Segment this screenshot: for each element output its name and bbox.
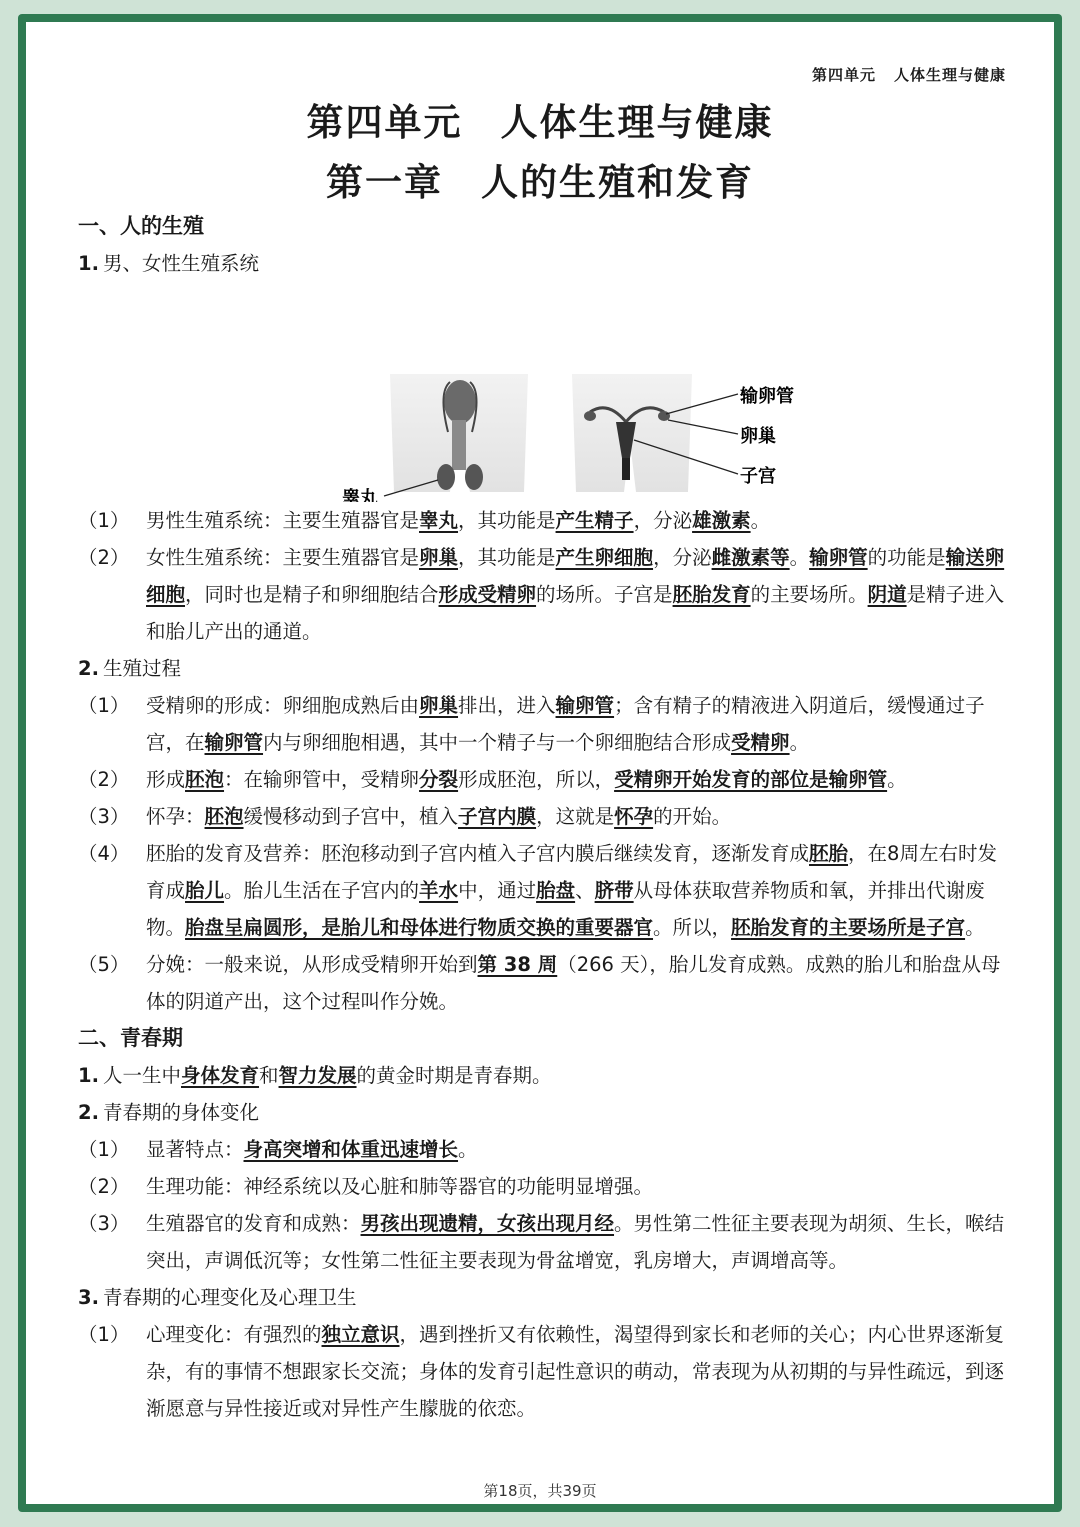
reproductive-diagram xyxy=(78,282,1008,502)
text-run: 的黄金时期是青春期。 xyxy=(356,1064,552,1087)
item-number: （5） xyxy=(78,953,130,976)
key-term: 胚胎 xyxy=(809,842,849,865)
key-term: 输卵管 xyxy=(204,731,264,754)
key-term: 胎盘 xyxy=(536,879,576,902)
segmented-text xyxy=(103,1064,552,1087)
unit-title xyxy=(26,92,1054,146)
label-uterus: 子宫 xyxy=(740,466,776,487)
key-term: 第 38 周 xyxy=(477,953,558,976)
header-unit: 第四单元 xyxy=(811,66,876,84)
text-run: 的场所。子宫是 xyxy=(536,583,673,606)
text-run: 。胎儿生活在子宫内的 xyxy=(224,879,420,902)
text-run: 排出，进入 xyxy=(458,694,556,717)
item-number: （2） xyxy=(78,1175,130,1198)
document-page xyxy=(26,22,1054,1504)
key-term: 胚胎发育的主要场所是子宫 xyxy=(731,916,966,939)
section-heading: 二、青春期 xyxy=(78,1026,183,1050)
key-term: 形成受精卵 xyxy=(438,583,537,606)
list-s2p3 xyxy=(78,1316,1008,1427)
key-term: 雌激素等 xyxy=(711,546,790,569)
list-item xyxy=(78,1205,1008,1279)
key-term: 羊水 xyxy=(419,879,459,902)
list-item xyxy=(78,761,1008,798)
text-run: 缓慢移动到子宫中，植入 xyxy=(243,805,459,828)
text-run: 。所以， xyxy=(653,916,732,939)
section-heading: 一、人的生殖 xyxy=(78,214,204,238)
text-run: 的功能是 xyxy=(867,546,946,569)
list-item xyxy=(78,1316,1008,1427)
text-run: 。 xyxy=(789,731,810,754)
text-run: ；含有精子的精液进入阴道后，缓慢通过子宫，在 xyxy=(146,694,985,754)
subsection-line: 1. 人一生中身体发育和智力发展的黄金时期是青春期。 xyxy=(78,1064,552,1087)
key-term: 阴道 xyxy=(867,583,907,606)
text-run: 生理功能：神经系统以及心脏和肺等器官的功能明显增强。 xyxy=(146,1175,654,1198)
item-number: （1） xyxy=(78,1138,130,1161)
text-run: 分娩：一般来说，从形成受精卵开始到 xyxy=(146,953,478,976)
key-term: 输卵管 xyxy=(809,546,868,569)
text-run: 男性生殖系统：主要生殖器官是 xyxy=(146,509,420,532)
item-number: （4） xyxy=(78,842,130,865)
text-run: 怀孕： xyxy=(146,805,205,828)
text-run: ，同时也是精子和卵细胞结合 xyxy=(185,583,439,606)
subsection-heading: 1. 男、女性生殖系统 xyxy=(78,252,259,275)
male-organ xyxy=(452,420,466,470)
text-run: （266 天），胎儿发育成熟。成熟的胎儿和胎盘从母体的阴道产出，这个过程叫作分娩。 xyxy=(146,953,1001,1013)
page-number: 第18页，共39页 xyxy=(483,1482,597,1500)
text-run: 。 xyxy=(458,1138,478,1161)
item-number: （1） xyxy=(78,694,130,717)
key-term: 睾丸 xyxy=(419,509,459,532)
testis-shape xyxy=(437,464,455,490)
key-term: 胚泡 xyxy=(204,805,244,828)
subsection-heading: 2. 青春期的身体变化 xyxy=(78,1101,259,1124)
document-body xyxy=(78,208,1008,1427)
text-run: ，遇到挫折又有依赖性，渴望得到家长和老师的关心；内心世界逐渐复杂，有的事情不想跟家长交流；身体的发育引起性意识的萌动，常表现为从初期的与异性疏远，到逐渐愿意与异性接近或对异性产生朦胧的依恋。 xyxy=(146,1323,1005,1420)
key-term: 分裂 xyxy=(419,768,459,791)
text-run: 形成胚泡，所以， xyxy=(458,768,615,791)
list-item xyxy=(78,835,1008,946)
text-run: 心理变化：有强烈的 xyxy=(146,1323,322,1346)
text-run: ，分泌 xyxy=(653,546,712,569)
key-term: 子宫内膜 xyxy=(458,805,537,828)
text-run: 生殖器官的发育和成熟： xyxy=(146,1212,361,1235)
text-run: ，在8周左右时发育成 xyxy=(146,842,997,902)
item-number: （3） xyxy=(78,805,130,828)
subsection-heading: 3. 青春期的心理变化及心理卫生 xyxy=(78,1286,357,1309)
text-run: 。 xyxy=(789,546,810,569)
text-run: 受精卵的形成：卵细胞成熟后由 xyxy=(146,694,420,717)
text-run: 胚胎的发育及营养：胚泡移动到子宫内植入子宫内膜后继续发育，逐渐发育成 xyxy=(146,842,810,865)
key-term: 雄激素 xyxy=(692,509,751,532)
text-run: 。 xyxy=(887,768,907,791)
list-item xyxy=(78,1168,1008,1205)
label-testis: 睾丸 xyxy=(342,488,378,502)
list-s1p1 xyxy=(78,502,1008,650)
item-number: （1） xyxy=(78,509,130,532)
text-run: ，分泌 xyxy=(633,509,693,532)
unit-name: 人体生理与健康 xyxy=(500,101,774,144)
key-term: 胎盘呈扁圆形，是胎儿和母体进行物质交换的重要器官 xyxy=(185,916,654,939)
list-item xyxy=(78,687,1008,761)
label-oviduct: 输卵管 xyxy=(740,386,794,407)
text-run: 中，通过 xyxy=(458,879,537,902)
key-term: 产生精子 xyxy=(555,509,634,532)
item-number: （2） xyxy=(78,546,130,569)
text-run: 的主要场所。 xyxy=(750,583,868,606)
unit-number: 第四单元 xyxy=(306,101,463,144)
item-number: （2） xyxy=(78,768,130,791)
list-item xyxy=(78,1131,1008,1168)
key-term: 输送卵细胞 xyxy=(146,546,1005,606)
text-run: ，其功能是 xyxy=(458,546,556,569)
key-term: 男孩出现遗精，女孩出现月经 xyxy=(360,1212,615,1235)
running-header xyxy=(794,64,1006,85)
reproductive-system-figure xyxy=(78,282,1008,502)
list-item xyxy=(78,798,1008,835)
key-term: 胚胎发育 xyxy=(672,583,751,606)
text-run: ：在输卵管中，受精卵 xyxy=(224,768,420,791)
chapter-name: 人的生殖和发育 xyxy=(481,161,754,204)
chapter-number: 第一章 xyxy=(326,161,443,204)
key-term: 卵巢 xyxy=(419,694,459,717)
key-term: 受精卵 xyxy=(731,731,790,754)
key-term: 身高突增和体重迅速增长 xyxy=(243,1138,459,1161)
text-run: ，这就是 xyxy=(536,805,615,828)
key-term: 怀孕 xyxy=(614,805,654,828)
list-s2p2 xyxy=(78,1131,1008,1279)
male-bladder xyxy=(444,380,476,424)
text-run: 。 xyxy=(965,916,985,939)
text-run: 内与卵细胞相遇，其中一个精子与一个卵细胞结合形成 xyxy=(263,731,732,754)
text-run: 的开始。 xyxy=(653,805,732,828)
item-number: （3） xyxy=(78,1212,130,1235)
text-run: 女性生殖系统：主要生殖器官是 xyxy=(146,546,420,569)
key-term: 受精卵开始发育的部位是输卵管 xyxy=(614,768,888,791)
key-term: 胚泡 xyxy=(185,768,225,791)
text-run: 显著特点： xyxy=(146,1138,244,1161)
text-run: 是精子进入和胎儿产出的通道。 xyxy=(146,583,1005,643)
key-term: 胎儿 xyxy=(185,879,225,902)
list-item xyxy=(78,539,1008,650)
text-run: 。男性第二性征主要表现为胡须、生长，喉结突出，声调低沉等；女性第二性征主要表现为骨盆增宽，乳房增大，声调增高等。 xyxy=(146,1212,1005,1272)
list-s1p2 xyxy=(78,687,1008,1020)
text-run: 。 xyxy=(750,509,771,532)
key-term: 脐带 xyxy=(594,879,634,902)
text-run: 、 xyxy=(575,879,595,902)
text-run: 形成 xyxy=(146,768,186,791)
key-term: 智力发展 xyxy=(278,1064,357,1087)
key-term: 独立意识 xyxy=(321,1323,400,1346)
key-term: 身体发育 xyxy=(181,1064,260,1087)
header-subject: 人体生理与健康 xyxy=(893,66,1006,84)
chapter-title xyxy=(26,152,1054,206)
list-item xyxy=(78,946,1008,1020)
key-term: 产生卵细胞 xyxy=(555,546,654,569)
subsection-heading: 2. 生殖过程 xyxy=(78,657,181,680)
key-term: 卵巢 xyxy=(419,546,459,569)
text-run: ，其功能是 xyxy=(458,509,556,532)
label-ovary: 卵巢 xyxy=(740,426,776,447)
text-run: 人一生中 xyxy=(102,1064,181,1087)
item-number: （1） xyxy=(78,1323,130,1346)
list-item xyxy=(78,502,1008,539)
text-run: 和 xyxy=(259,1064,279,1087)
text-run: 从母体获取营养物质和氧，并排出代谢废物。 xyxy=(146,879,985,939)
key-term: 输卵管 xyxy=(555,694,615,717)
